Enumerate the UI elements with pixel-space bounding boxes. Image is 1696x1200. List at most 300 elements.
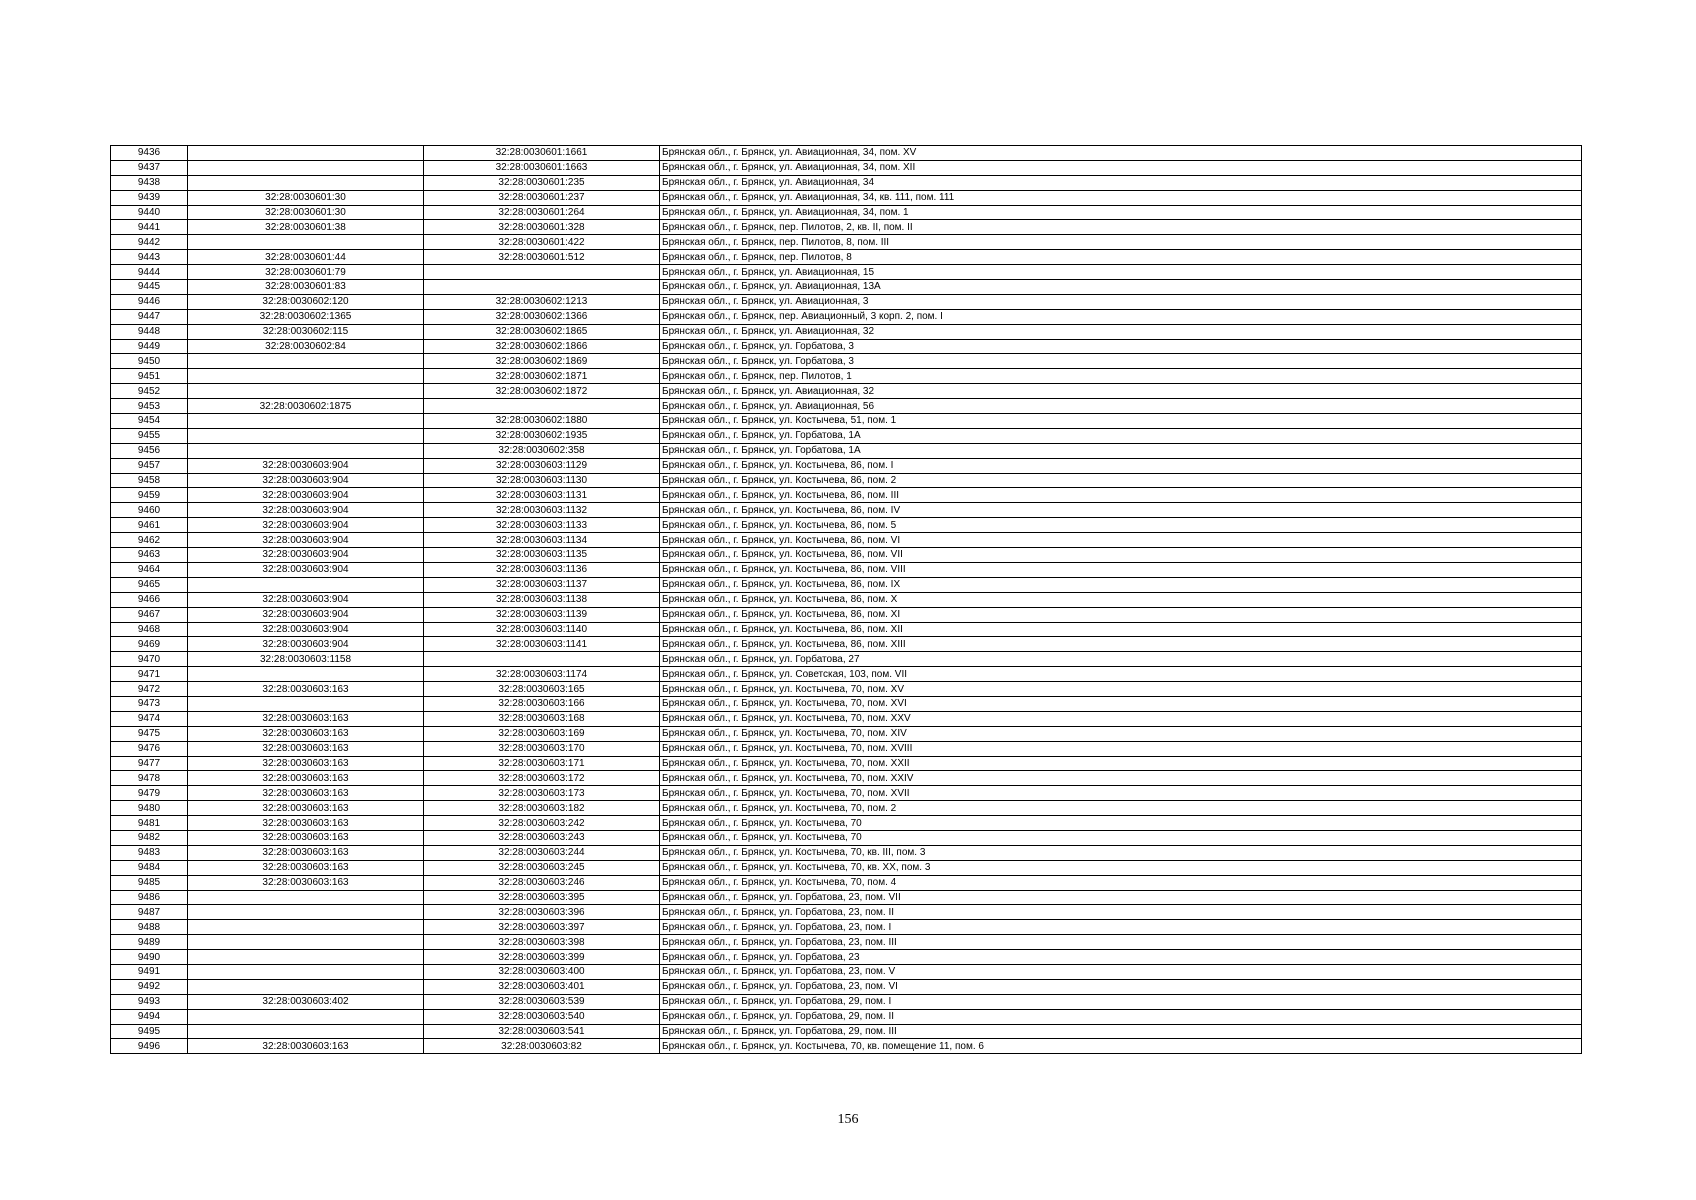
address-cell: Брянская обл., г. Брянск, ул. Костычева, 86, пом. X [660, 592, 1582, 607]
table-row [111, 503, 1582, 518]
parcel-cadastral-number-cell: 32:28:0030601:79 [188, 265, 424, 280]
object-cadastral-number-cell: 32:28:0030603:399 [424, 950, 660, 965]
row-number-cell: 9492 [111, 979, 188, 994]
parcel-cadastral-number-cell [188, 369, 424, 384]
parcel-cadastral-number-cell [188, 1009, 424, 1024]
parcel-cadastral-number-cell [188, 935, 424, 950]
table-row [111, 294, 1582, 309]
parcel-cadastral-number-cell: 32:28:0030603:904 [188, 622, 424, 637]
address-cell: Брянская обл., г. Брянск, ул. Костычева, 70, пом. 4 [660, 875, 1582, 890]
address-cell: Брянская обл., г. Брянск, ул. Горбатова, 29, пом. I [660, 994, 1582, 1009]
object-cadastral-number-cell: 32:28:0030603:168 [424, 711, 660, 726]
address-cell: Брянская обл., г. Брянск, ул. Костычева, 86, пом. VI [660, 533, 1582, 548]
row-number-cell: 9479 [111, 786, 188, 801]
table-row [111, 473, 1582, 488]
row-number-cell: 9462 [111, 533, 188, 548]
table-row [111, 592, 1582, 607]
object-cadastral-number-cell: 32:28:0030603:540 [424, 1009, 660, 1024]
table-row [111, 220, 1582, 235]
row-number-cell: 9465 [111, 577, 188, 592]
parcel-cadastral-number-cell [188, 905, 424, 920]
page-number: 156 [837, 1112, 859, 1127]
table-row [111, 830, 1582, 845]
parcel-cadastral-number-cell [188, 1024, 424, 1039]
parcel-cadastral-number-cell: 32:28:0030601:83 [188, 280, 424, 295]
table-row [111, 488, 1582, 503]
row-number-cell: 9483 [111, 845, 188, 860]
object-cadastral-number-cell: 32:28:0030603:1129 [424, 458, 660, 473]
parcel-cadastral-number-cell [188, 428, 424, 443]
table-row [111, 607, 1582, 622]
object-cadastral-number-cell: 32:28:0030601:237 [424, 190, 660, 205]
row-number-cell: 9460 [111, 503, 188, 518]
table-row [111, 771, 1582, 786]
address-cell: Брянская обл., г. Брянск, ул. Авиационная, 34, пом. XV [660, 146, 1582, 161]
row-number-cell: 9471 [111, 667, 188, 682]
address-cell: Брянская обл., г. Брянск, ул. Костычева, 86, пом. I [660, 458, 1582, 473]
object-cadastral-number-cell: 32:28:0030601:422 [424, 235, 660, 250]
parcel-cadastral-number-cell: 32:28:0030603:163 [188, 816, 424, 831]
row-number-cell: 9493 [111, 994, 188, 1009]
address-cell: Брянская обл., г. Брянск, ул. Костычева, 86, пом. VIII [660, 562, 1582, 577]
table-row [111, 1039, 1582, 1054]
row-number-cell: 9464 [111, 562, 188, 577]
address-cell: Брянская обл., г. Брянск, ул. Авиационная, 34, кв. 111, пом. 111 [660, 190, 1582, 205]
row-number-cell: 9486 [111, 890, 188, 905]
row-number-cell: 9476 [111, 741, 188, 756]
table-row [111, 726, 1582, 741]
address-cell: Брянская обл., г. Брянск, ул. Авиационная, 56 [660, 399, 1582, 414]
table-row [111, 950, 1582, 965]
object-cadastral-number-cell [424, 280, 660, 295]
table-row [111, 309, 1582, 324]
row-number-cell: 9453 [111, 399, 188, 414]
parcel-cadastral-number-cell: 32:28:0030603:904 [188, 458, 424, 473]
row-number-cell: 9448 [111, 324, 188, 339]
object-cadastral-number-cell: 32:28:0030603:398 [424, 935, 660, 950]
row-number-cell: 9491 [111, 964, 188, 979]
object-cadastral-number-cell: 32:28:0030603:400 [424, 964, 660, 979]
table-row [111, 816, 1582, 831]
object-cadastral-number-cell: 32:28:0030602:1935 [424, 428, 660, 443]
address-cell: Брянская обл., г. Брянск, ул. Костычева, 86, пом. XI [660, 607, 1582, 622]
table-row [111, 711, 1582, 726]
parcel-cadastral-number-cell [188, 146, 424, 161]
parcel-cadastral-number-cell: 32:28:0030603:904 [188, 548, 424, 563]
row-number-cell: 9437 [111, 160, 188, 175]
row-number-cell: 9496 [111, 1039, 188, 1054]
address-cell: Брянская обл., г. Брянск, ул. Авиационная, 34, пом. 1 [660, 205, 1582, 220]
row-number-cell: 9478 [111, 771, 188, 786]
table-row [111, 205, 1582, 220]
object-cadastral-number-cell: 32:28:0030603:397 [424, 920, 660, 935]
parcel-cadastral-number-cell: 32:28:0030603:163 [188, 711, 424, 726]
object-cadastral-number-cell: 32:28:0030603:1137 [424, 577, 660, 592]
table-row [111, 146, 1582, 161]
table-row [111, 786, 1582, 801]
row-number-cell: 9466 [111, 592, 188, 607]
property-table-body [111, 146, 1582, 1054]
row-number-cell: 9463 [111, 548, 188, 563]
parcel-cadastral-number-cell [188, 414, 424, 429]
address-cell: Брянская обл., г. Брянск, ул. Костычева, 86, пом. XII [660, 622, 1582, 637]
address-cell: Брянская обл., г. Брянск, ул. Костычева, 70, пом. XVI [660, 696, 1582, 711]
address-cell: Брянская обл., г. Брянск, ул. Костычева, 86, пом. III [660, 488, 1582, 503]
parcel-cadastral-number-cell [188, 175, 424, 190]
row-number-cell: 9469 [111, 637, 188, 652]
object-cadastral-number-cell: 32:28:0030603:1135 [424, 548, 660, 563]
table-row [111, 384, 1582, 399]
parcel-cadastral-number-cell [188, 577, 424, 592]
object-cadastral-number-cell: 32:28:0030603:1131 [424, 488, 660, 503]
row-number-cell: 9436 [111, 146, 188, 161]
object-cadastral-number-cell: 32:28:0030601:1661 [424, 146, 660, 161]
table-row [111, 190, 1582, 205]
row-number-cell: 9495 [111, 1024, 188, 1039]
row-number-cell: 9494 [111, 1009, 188, 1024]
object-cadastral-number-cell: 32:28:0030603:1141 [424, 637, 660, 652]
address-cell: Брянская обл., г. Брянск, ул. Авиационная, 3 [660, 294, 1582, 309]
table-row [111, 399, 1582, 414]
row-number-cell: 9485 [111, 875, 188, 890]
object-cadastral-number-cell: 32:28:0030601:328 [424, 220, 660, 235]
parcel-cadastral-number-cell: 32:28:0030603:163 [188, 771, 424, 786]
table-row [111, 428, 1582, 443]
parcel-cadastral-number-cell: 32:28:0030603:904 [188, 592, 424, 607]
parcel-cadastral-number-cell: 32:28:0030602:1365 [188, 309, 424, 324]
parcel-cadastral-number-cell: 32:28:0030603:163 [188, 801, 424, 816]
row-number-cell: 9487 [111, 905, 188, 920]
address-cell: Брянская обл., г. Брянск, пер. Пилотов, 2, кв. II, пом. II [660, 220, 1582, 235]
address-cell: Брянская обл., г. Брянск, ул. Горбатова, 3 [660, 354, 1582, 369]
row-number-cell: 9480 [111, 801, 188, 816]
parcel-cadastral-number-cell [188, 950, 424, 965]
address-cell: Брянская обл., г. Брянск, ул. Горбатова, 3 [660, 339, 1582, 354]
parcel-cadastral-number-cell [188, 354, 424, 369]
row-number-cell: 9455 [111, 428, 188, 443]
parcel-cadastral-number-cell: 32:28:0030603:163 [188, 860, 424, 875]
table-row [111, 756, 1582, 771]
table-row [111, 160, 1582, 175]
address-cell: Брянская обл., г. Брянск, ул. Авиационная, 13А [660, 280, 1582, 295]
object-cadastral-number-cell: 32:28:0030602:358 [424, 443, 660, 458]
address-cell: Брянская обл., г. Брянск, ул. Горбатова, 1А [660, 428, 1582, 443]
table-row [111, 935, 1582, 950]
row-number-cell: 9439 [111, 190, 188, 205]
parcel-cadastral-number-cell: 32:28:0030603:904 [188, 503, 424, 518]
parcel-cadastral-number-cell: 32:28:0030603:163 [188, 682, 424, 697]
table-row [111, 324, 1582, 339]
address-cell: Брянская обл., г. Брянск, ул. Костычева, 70 [660, 816, 1582, 831]
object-cadastral-number-cell: 32:28:0030603:1136 [424, 562, 660, 577]
object-cadastral-number-cell: 32:28:0030601:235 [424, 175, 660, 190]
object-cadastral-number-cell: 32:28:0030603:541 [424, 1024, 660, 1039]
address-cell: Брянская обл., г. Брянск, ул. Костычева, 86, пом. 5 [660, 518, 1582, 533]
object-cadastral-number-cell: 32:28:0030602:1866 [424, 339, 660, 354]
address-cell: Брянская обл., г. Брянск, ул. Костычева, 70, пом. XVII [660, 786, 1582, 801]
parcel-cadastral-number-cell: 32:28:0030603:904 [188, 637, 424, 652]
row-number-cell: 9458 [111, 473, 188, 488]
table-row [111, 964, 1582, 979]
address-cell: Брянская обл., г. Брянск, ул. Горбатова, 23, пом. VI [660, 979, 1582, 994]
address-cell: Брянская обл., г. Брянск, ул. Костычева, 86, пом. 2 [660, 473, 1582, 488]
table-row [111, 920, 1582, 935]
parcel-cadastral-number-cell [188, 235, 424, 250]
parcel-cadastral-number-cell: 32:28:0030603:904 [188, 518, 424, 533]
parcel-cadastral-number-cell: 32:28:0030601:38 [188, 220, 424, 235]
row-number-cell: 9451 [111, 369, 188, 384]
parcel-cadastral-number-cell: 32:28:0030602:1875 [188, 399, 424, 414]
row-number-cell: 9482 [111, 830, 188, 845]
parcel-cadastral-number-cell: 32:28:0030603:163 [188, 830, 424, 845]
table-row [111, 875, 1582, 890]
object-cadastral-number-cell: 32:28:0030603:401 [424, 979, 660, 994]
object-cadastral-number-cell: 32:28:0030603:173 [424, 786, 660, 801]
address-cell: Брянская обл., г. Брянск, ул. Горбатова, 23, пом. I [660, 920, 1582, 935]
table-row [111, 265, 1582, 280]
object-cadastral-number-cell: 32:28:0030603:82 [424, 1039, 660, 1054]
parcel-cadastral-number-cell: 32:28:0030603:163 [188, 1039, 424, 1054]
row-number-cell: 9468 [111, 622, 188, 637]
address-cell: Брянская обл., г. Брянск, ул. Костычева, 70, кв. III, пом. 3 [660, 845, 1582, 860]
parcel-cadastral-number-cell [188, 667, 424, 682]
address-cell: Брянская обл., г. Брянск, ул. Костычева, 70, кв. помещение 11, пом. 6 [660, 1039, 1582, 1054]
object-cadastral-number-cell: 32:28:0030603:244 [424, 845, 660, 860]
table-row [111, 369, 1582, 384]
row-number-cell: 9467 [111, 607, 188, 622]
address-cell: Брянская обл., г. Брянск, ул. Костычева, 70, пом. XXII [660, 756, 1582, 771]
address-cell: Брянская обл., г. Брянск, ул. Костычева, 70 [660, 830, 1582, 845]
table-row [111, 637, 1582, 652]
object-cadastral-number-cell: 32:28:0030603:182 [424, 801, 660, 816]
address-cell: Брянская обл., г. Брянск, ул. Горбатова, 27 [660, 652, 1582, 667]
parcel-cadastral-number-cell: 32:28:0030603:904 [188, 533, 424, 548]
row-number-cell: 9449 [111, 339, 188, 354]
row-number-cell: 9472 [111, 682, 188, 697]
parcel-cadastral-number-cell [188, 964, 424, 979]
row-number-cell: 9475 [111, 726, 188, 741]
table-row [111, 890, 1582, 905]
parcel-cadastral-number-cell: 32:28:0030602:115 [188, 324, 424, 339]
row-number-cell: 9445 [111, 280, 188, 295]
table-row [111, 577, 1582, 592]
row-number-cell: 9484 [111, 860, 188, 875]
row-number-cell: 9477 [111, 756, 188, 771]
address-cell: Брянская обл., г. Брянск, пер. Пилотов, 8 [660, 250, 1582, 265]
parcel-cadastral-number-cell: 32:28:0030603:402 [188, 994, 424, 1009]
row-number-cell: 9456 [111, 443, 188, 458]
parcel-cadastral-number-cell [188, 979, 424, 994]
parcel-cadastral-number-cell: 32:28:0030601:30 [188, 190, 424, 205]
table-row [111, 652, 1582, 667]
object-cadastral-number-cell: 32:28:0030603:172 [424, 771, 660, 786]
table-row [111, 414, 1582, 429]
row-number-cell: 9440 [111, 205, 188, 220]
parcel-cadastral-number-cell [188, 160, 424, 175]
row-number-cell: 9481 [111, 816, 188, 831]
object-cadastral-number-cell: 32:28:0030603:1130 [424, 473, 660, 488]
address-cell: Брянская обл., г. Брянск, ул. Костычева, 70, пом. XXV [660, 711, 1582, 726]
address-cell: Брянская обл., г. Брянск, ул. Костычева, 70, пом. XIV [660, 726, 1582, 741]
address-cell: Брянская обл., г. Брянск, ул. Авиационная, 34, пом. XII [660, 160, 1582, 175]
parcel-cadastral-number-cell: 32:28:0030602:84 [188, 339, 424, 354]
address-cell: Брянская обл., г. Брянск, ул. Авиационная, 15 [660, 265, 1582, 280]
address-cell: Брянская обл., г. Брянск, ул. Авиационная, 32 [660, 384, 1582, 399]
parcel-cadastral-number-cell [188, 443, 424, 458]
address-cell: Брянская обл., г. Брянск, ул. Советская, 103, пом. VII [660, 667, 1582, 682]
address-cell: Брянская обл., г. Брянск, ул. Костычева, 86, пом. IV [660, 503, 1582, 518]
row-number-cell: 9442 [111, 235, 188, 250]
object-cadastral-number-cell: 32:28:0030603:1138 [424, 592, 660, 607]
parcel-cadastral-number-cell [188, 890, 424, 905]
table-row [111, 696, 1582, 711]
object-cadastral-number-cell: 32:28:0030602:1871 [424, 369, 660, 384]
address-cell: Брянская обл., г. Брянск, ул. Костычева, 86, пом. VII [660, 548, 1582, 563]
object-cadastral-number-cell: 32:28:0030603:166 [424, 696, 660, 711]
parcel-cadastral-number-cell: 32:28:0030602:120 [188, 294, 424, 309]
row-number-cell: 9490 [111, 950, 188, 965]
table-row [111, 860, 1582, 875]
parcel-cadastral-number-cell: 32:28:0030603:163 [188, 756, 424, 771]
row-number-cell: 9446 [111, 294, 188, 309]
row-number-cell: 9457 [111, 458, 188, 473]
row-number-cell: 9473 [111, 696, 188, 711]
parcel-cadastral-number-cell: 32:28:0030601:30 [188, 205, 424, 220]
object-cadastral-number-cell: 32:28:0030602:1366 [424, 309, 660, 324]
object-cadastral-number-cell: 32:28:0030603:171 [424, 756, 660, 771]
object-cadastral-number-cell [424, 652, 660, 667]
parcel-cadastral-number-cell: 32:28:0030603:163 [188, 845, 424, 860]
object-cadastral-number-cell: 32:28:0030601:512 [424, 250, 660, 265]
table-row [111, 562, 1582, 577]
object-cadastral-number-cell: 32:28:0030601:264 [424, 205, 660, 220]
address-cell: Брянская обл., г. Брянск, ул. Горбатова, 1А [660, 443, 1582, 458]
table-row [111, 518, 1582, 533]
parcel-cadastral-number-cell: 32:28:0030603:163 [188, 726, 424, 741]
address-cell: Брянская обл., г. Брянск, ул. Горбатова, 29, пом. II [660, 1009, 1582, 1024]
row-number-cell: 9447 [111, 309, 188, 324]
object-cadastral-number-cell: 32:28:0030603:1174 [424, 667, 660, 682]
address-cell: Брянская обл., г. Брянск, ул. Горбатова, 23, пом. V [660, 964, 1582, 979]
object-cadastral-number-cell: 32:28:0030603:1134 [424, 533, 660, 548]
address-cell: Брянская обл., г. Брянск, ул. Костычева, 70, пом. XV [660, 682, 1582, 697]
row-number-cell: 9488 [111, 920, 188, 935]
row-number-cell: 9452 [111, 384, 188, 399]
address-cell: Брянская обл., г. Брянск, ул. Костычева, 86, пом. XIII [660, 637, 1582, 652]
table-row [111, 280, 1582, 295]
address-cell: Брянская обл., г. Брянск, ул. Авиационная, 32 [660, 324, 1582, 339]
table-row [111, 905, 1582, 920]
object-cadastral-number-cell: 32:28:0030602:1872 [424, 384, 660, 399]
table-row [111, 443, 1582, 458]
table-row [111, 979, 1582, 994]
row-number-cell: 9489 [111, 935, 188, 950]
object-cadastral-number-cell: 32:28:0030603:170 [424, 741, 660, 756]
row-number-cell: 9450 [111, 354, 188, 369]
row-number-cell: 9454 [111, 414, 188, 429]
table-row [111, 801, 1582, 816]
parcel-cadastral-number-cell: 32:28:0030603:904 [188, 473, 424, 488]
table-row [111, 354, 1582, 369]
object-cadastral-number-cell: 32:28:0030603:1132 [424, 503, 660, 518]
object-cadastral-number-cell: 32:28:0030603:165 [424, 682, 660, 697]
parcel-cadastral-number-cell: 32:28:0030603:163 [188, 786, 424, 801]
address-cell: Брянская обл., г. Брянск, пер. Пилотов, 8, пом. III [660, 235, 1582, 250]
table-row [111, 458, 1582, 473]
address-cell: Брянская обл., г. Брянск, пер. Авиационный, 3 корп. 2, пом. I [660, 309, 1582, 324]
object-cadastral-number-cell [424, 399, 660, 414]
object-cadastral-number-cell: 32:28:0030603:246 [424, 875, 660, 890]
table-row [111, 339, 1582, 354]
table-row [111, 845, 1582, 860]
object-cadastral-number-cell: 32:28:0030603:169 [424, 726, 660, 741]
object-cadastral-number-cell: 32:28:0030603:539 [424, 994, 660, 1009]
table-row [111, 235, 1582, 250]
address-cell: Брянская обл., г. Брянск, ул. Горбатова, 23, пом. II [660, 905, 1582, 920]
object-cadastral-number-cell: 32:28:0030603:245 [424, 860, 660, 875]
address-cell: Брянская обл., г. Брянск, ул. Горбатова, 23 [660, 950, 1582, 965]
object-cadastral-number-cell: 32:28:0030603:242 [424, 816, 660, 831]
address-cell: Брянская обл., г. Брянск, ул. Костычева, 70, пом. 2 [660, 801, 1582, 816]
parcel-cadastral-number-cell [188, 920, 424, 935]
table-row [111, 1009, 1582, 1024]
parcel-cadastral-number-cell: 32:28:0030603:904 [188, 488, 424, 503]
object-cadastral-number-cell: 32:28:0030603:243 [424, 830, 660, 845]
table-row [111, 741, 1582, 756]
object-cadastral-number-cell: 32:28:0030602:1880 [424, 414, 660, 429]
table-row [111, 667, 1582, 682]
table-row [111, 175, 1582, 190]
parcel-cadastral-number-cell [188, 384, 424, 399]
table-row [111, 682, 1582, 697]
object-cadastral-number-cell: 32:28:0030603:396 [424, 905, 660, 920]
row-number-cell: 9444 [111, 265, 188, 280]
address-cell: Брянская обл., г. Брянск, пер. Пилотов, 1 [660, 369, 1582, 384]
row-number-cell: 9438 [111, 175, 188, 190]
address-cell: Брянская обл., г. Брянск, ул. Костычева, 70, кв. XX, пом. 3 [660, 860, 1582, 875]
object-cadastral-number-cell: 32:28:0030603:395 [424, 890, 660, 905]
table-row [111, 994, 1582, 1009]
row-number-cell: 9443 [111, 250, 188, 265]
address-cell: Брянская обл., г. Брянск, ул. Горбатова, 23, пом. VII [660, 890, 1582, 905]
object-cadastral-number-cell: 32:28:0030602:1865 [424, 324, 660, 339]
object-cadastral-number-cell [424, 265, 660, 280]
row-number-cell: 9461 [111, 518, 188, 533]
parcel-cadastral-number-cell: 32:28:0030603:163 [188, 741, 424, 756]
table-row [111, 1024, 1582, 1039]
object-cadastral-number-cell: 32:28:0030602:1869 [424, 354, 660, 369]
row-number-cell: 9459 [111, 488, 188, 503]
parcel-cadastral-number-cell: 32:28:0030603:163 [188, 875, 424, 890]
object-cadastral-number-cell: 32:28:0030603:1139 [424, 607, 660, 622]
address-cell: Брянская обл., г. Брянск, ул. Костычева, 70, пом. XVIII [660, 741, 1582, 756]
row-number-cell: 9441 [111, 220, 188, 235]
address-cell: Брянская обл., г. Брянск, ул. Костычева, 51, пом. 1 [660, 414, 1582, 429]
table-row [111, 622, 1582, 637]
parcel-cadastral-number-cell: 32:28:0030603:904 [188, 562, 424, 577]
row-number-cell: 9474 [111, 711, 188, 726]
object-cadastral-number-cell: 32:28:0030603:1140 [424, 622, 660, 637]
row-number-cell: 9470 [111, 652, 188, 667]
table-row [111, 250, 1582, 265]
address-cell: Брянская обл., г. Брянск, ул. Костычева, 70, пом. XXIV [660, 771, 1582, 786]
property-table [110, 145, 1582, 1054]
table-row [111, 548, 1582, 563]
object-cadastral-number-cell: 32:28:0030603:1133 [424, 518, 660, 533]
parcel-cadastral-number-cell: 32:28:0030603:904 [188, 607, 424, 622]
address-cell: Брянская обл., г. Брянск, ул. Костычева, 86, пом. IX [660, 577, 1582, 592]
table-row [111, 533, 1582, 548]
